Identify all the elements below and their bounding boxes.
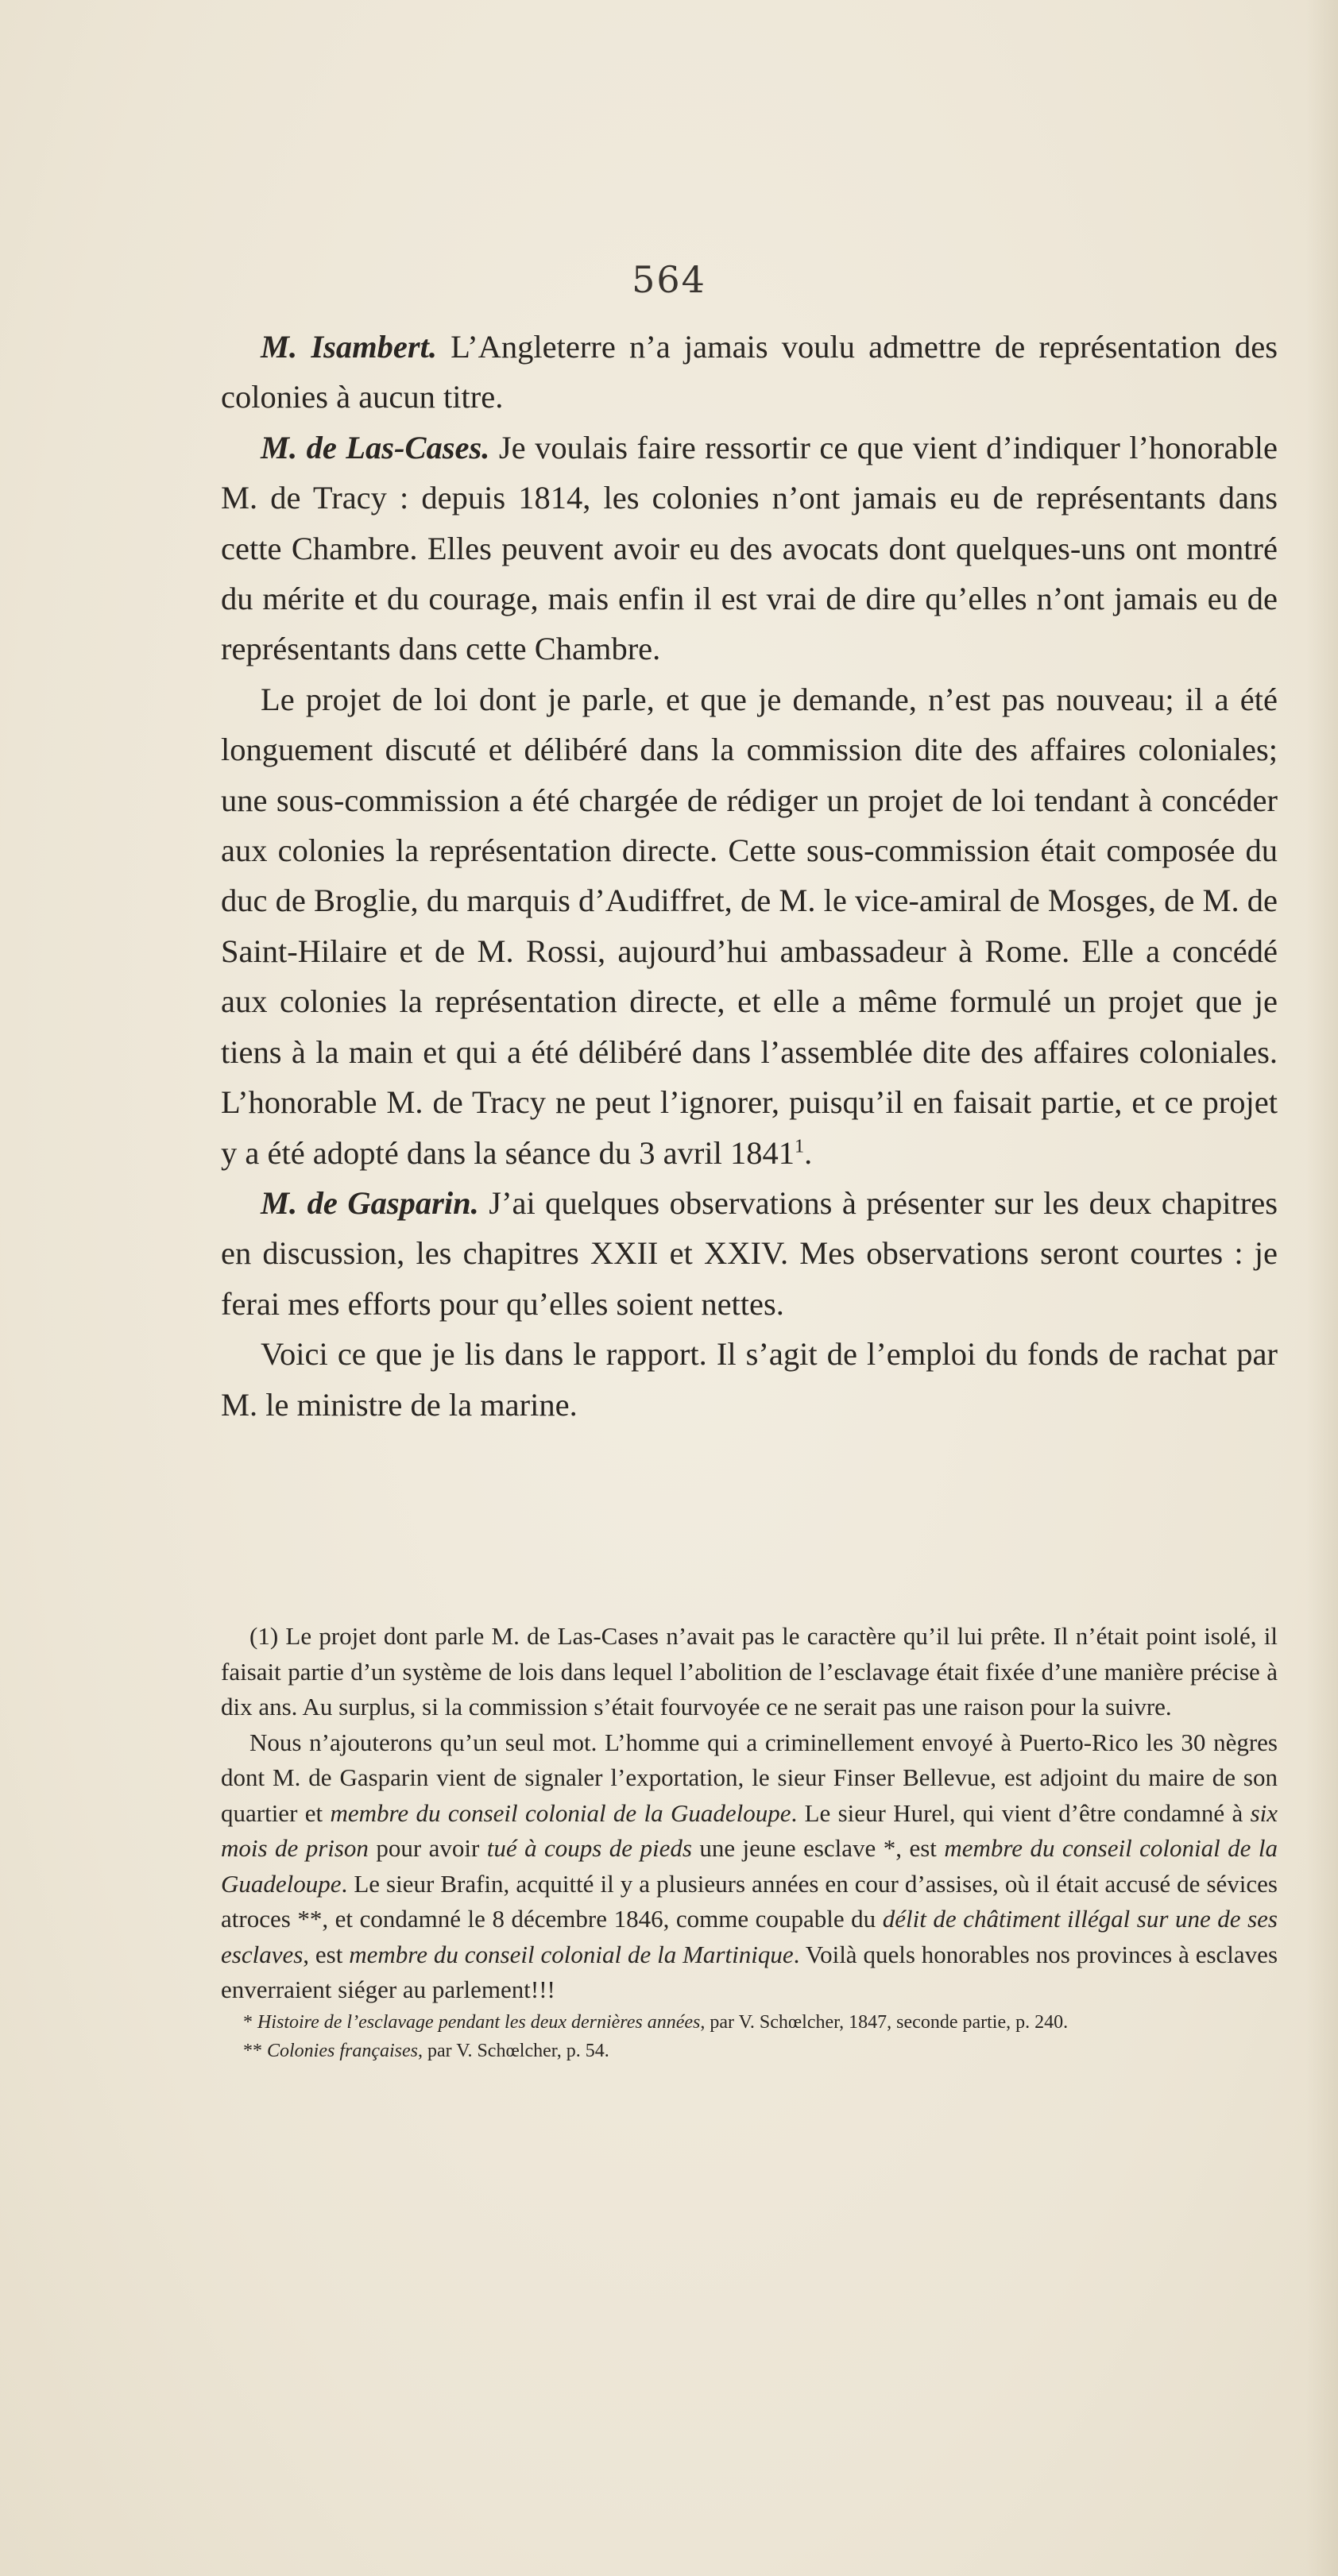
- note-mark: **: [243, 2040, 267, 2061]
- sub-footnote-2: [221, 2037, 1278, 2065]
- footnote-1: (1) Le projet dont parle M. de Las-Cases n’avait pas le caractère qu’il lui prête. Il n’était point isolé, il faisait partie d’un système de lois dans lequel l’abolition de l’esclavage était fixée d’une manière précise à dix ans. Au surplus, si la commission s’était fourvoyée ce ne serait pas une raison pour la suivre.: [221, 1622, 1278, 1721]
- note-italic: tué à coups de pieds: [486, 1834, 692, 1862]
- speaker-name: M. de Gasparin.: [261, 1184, 479, 1221]
- note-mark: *: [243, 2011, 257, 2033]
- note-italic: délit de châtiment illégal sur une de ses esclaves: [221, 1905, 1278, 1968]
- note-text: , est: [303, 1940, 350, 1968]
- footnote-editorial: [221, 1725, 1278, 2008]
- note-text: . Le sieur Hurel, qui vient d’être condamné à: [791, 1798, 1251, 1827]
- note-italic: six mois de prison: [221, 1798, 1278, 1862]
- speaker-name: M. Isambert.: [261, 329, 437, 365]
- paragraph-text: Voici ce que je lis dans le rapport. Il s’agit de l’emploi du fonds de rachat par M. le ministre de la marine.: [221, 1336, 1278, 1423]
- note-text: pour avoir: [368, 1834, 487, 1862]
- page-edge-shadow: [1306, 0, 1338, 2576]
- paragraph-las-cases: [221, 423, 1278, 674]
- citation-title: Histoire de l’esclavage pendant les deux dernières années: [257, 2011, 701, 2033]
- speaker-name: M. de Las-Cases.: [261, 429, 490, 465]
- footnote-reference[interactable]: 1: [794, 1135, 805, 1157]
- paragraph-gasparin: [221, 1178, 1278, 1329]
- page-number: 564: [632, 258, 706, 301]
- citation-title: Colonies françaises: [267, 2040, 418, 2061]
- citation-rest: , par V. Schœlcher, p. 54.: [418, 2040, 609, 2061]
- note-italic: membre du conseil colonial de la Guadeloupe: [221, 1834, 1278, 1898]
- footnotes: [221, 1619, 1278, 2065]
- note-text: une jeune esclave *, est: [691, 1834, 945, 1862]
- paragraph-rapport: [221, 1329, 1278, 1430]
- sub-footnote-1: [221, 2008, 1278, 2037]
- paragraph-text: Le projet de loi dont je parle, et que je demande, n’est pas nouveau; il a été longuement discuté et délibéré dans la commission dite des affaires coloniales; une sous-commission a été chargée de rédiger un projet de loi tendant à concéder aux colonies la représentation directe. Cette sous-commission était composée du duc de Broglie, du marquis d’Audiffret, de M. le vice-amiral de Mosges, de M. de Saint-Hilaire et de M. Rossi, aujourd’hui ambassadeur à Rome. Elle a concédé aux colonies la représentation directe, et elle a même formulé un projet que je tiens à la main et qui a été délibéré dans l’assemblée dite des affaires coloniales. L’honorable M. de Tracy ne peut l’ignorer, puisqu’il en faisait partie, et ce projet y a été adopté dans la séance du 3 avril 1841: [221, 681, 1278, 1171]
- note-text: . Le sieur Brafin, acquitté il y a plusieurs années en cour d’assises, où il était accusé de sévices atroces **, et condamné le 8 décembre 1846, comme coupable du: [221, 1869, 1278, 1933]
- paragraph-projet: [221, 674, 1278, 1178]
- paragraph-text: J’ai quelques observations à présenter sur les deux chapitres en discussion, les chapitres XXII et XXIV. Mes observations seront courtes : je ferai mes efforts pour qu’elles soient nettes.: [221, 1184, 1278, 1322]
- note-text: Nous n’ajouterons qu’un seul mot. L’homme qui a criminellement envoyé à Puerto-Rico les 30 nègres dont M. de Gasparin vient de signaler l’exportation, le sieur Finser Bellevue, est adjoint du maire de son quartier et: [221, 1728, 1278, 1827]
- note-italic: membre du conseil colonial de la Guadeloupe: [330, 1798, 791, 1827]
- paragraph-isambert: [221, 322, 1278, 423]
- paragraph-text: Je voulais faire ressortir ce que vient d’indiquer l’honorable M. de Tracy : depuis 1814, les colonies n’ont jamais eu de représentants dans cette Chambre. Elles peuvent avoir eu des avocats dont quelques-uns ont montré du mérite et du courage, mais enfin il est vrai de dire qu’elles n’ont jamais eu de représentants dans cette Chambre.: [221, 429, 1278, 667]
- citation-rest: , par V. Schœlcher, 1847, seconde partie, p. 240.: [700, 2011, 1069, 2033]
- note-italic: membre du conseil colonial de la Martinique: [349, 1940, 794, 1968]
- main-text: [221, 322, 1278, 1430]
- paragraph-end: .: [804, 1134, 813, 1171]
- paragraph-text: L’Angleterre n’a jamais voulu admettre de représentation des colonies à aucun titre.: [221, 329, 1278, 415]
- note-text: . Voilà quels honorables nos provinces à esclaves enverraient siéger au parlement!!!: [221, 1940, 1278, 2003]
